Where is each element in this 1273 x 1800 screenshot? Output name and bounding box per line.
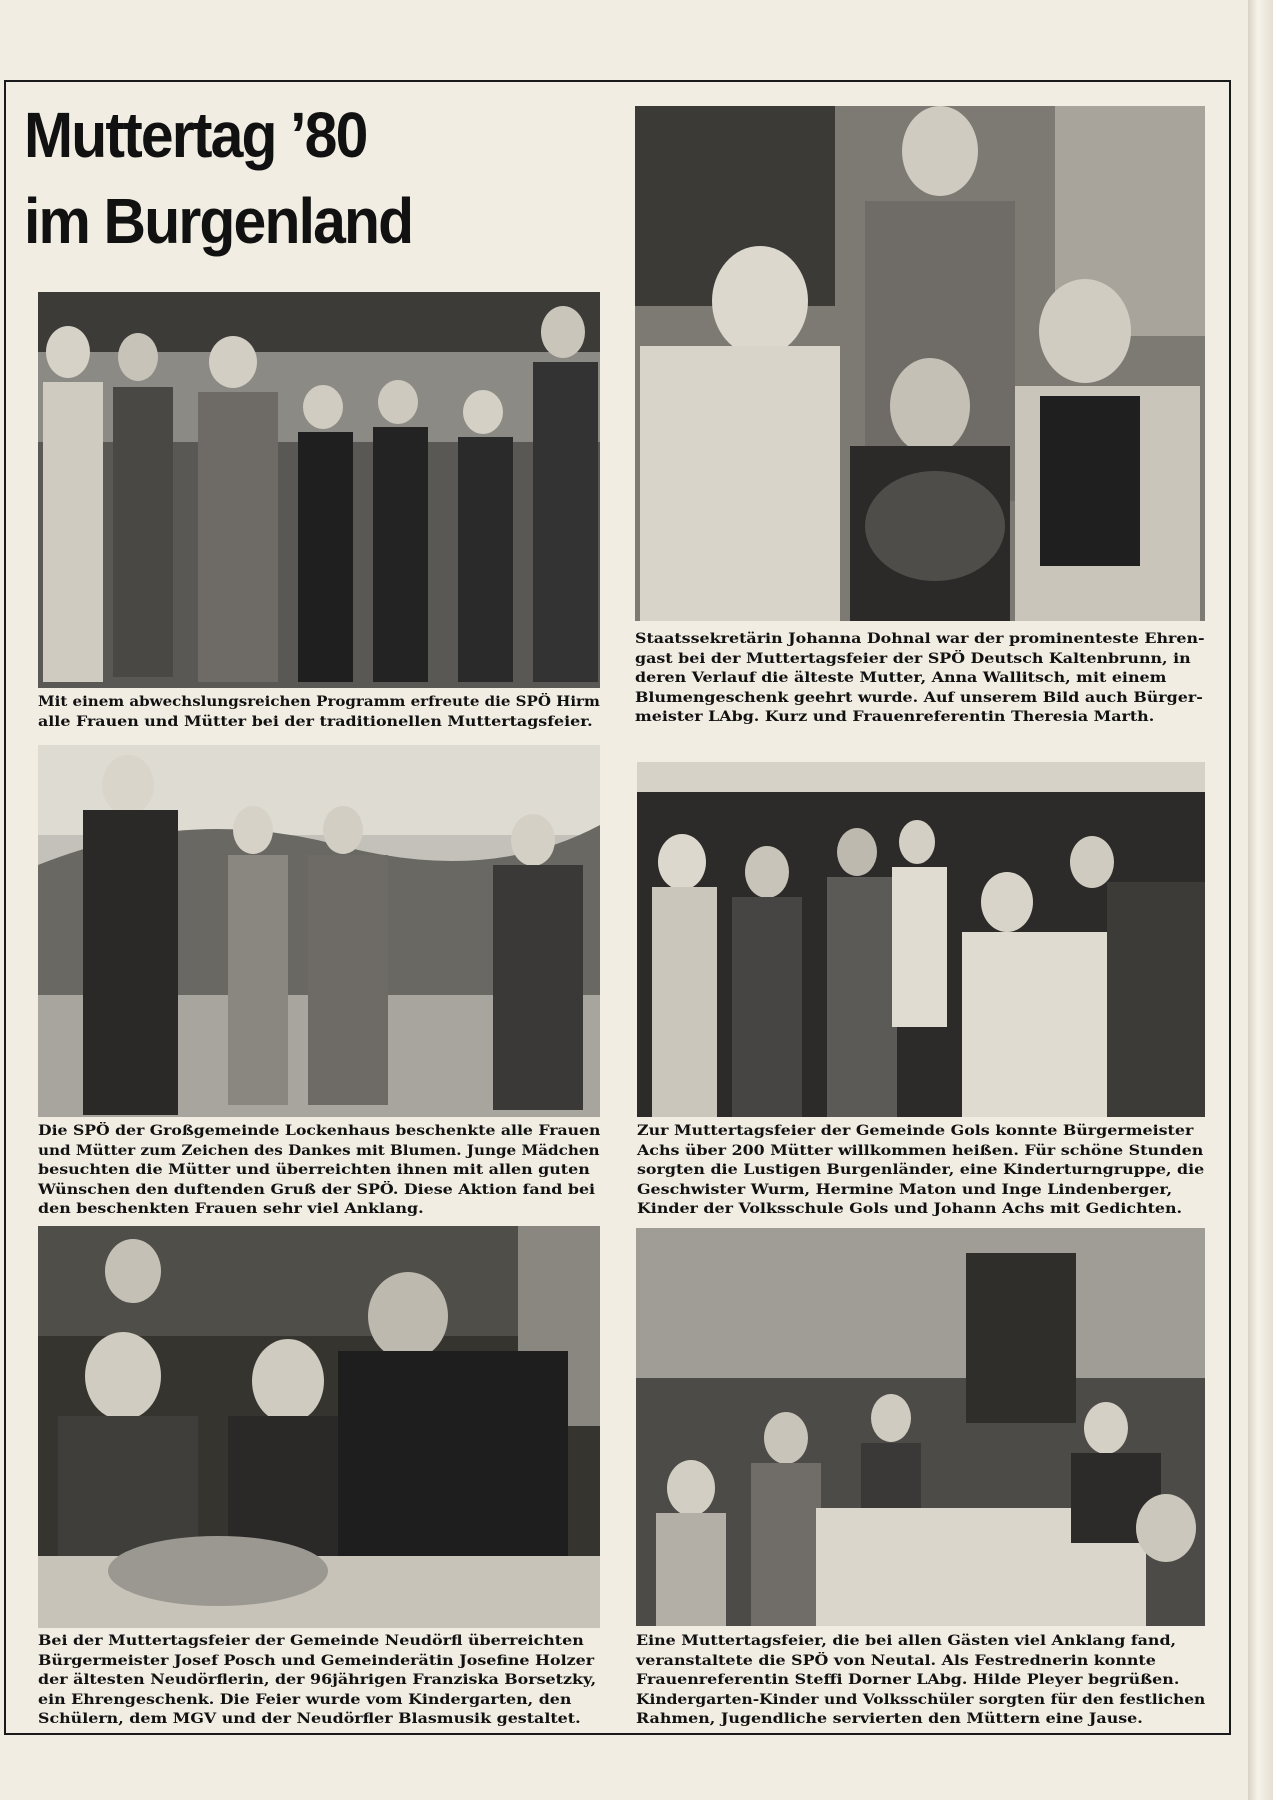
- headline-line-1: Muttertag ’80: [24, 99, 367, 171]
- caption-line: Zur Muttertagsfeier der Gemeinde Gols konnte Bürgermeister: [637, 1123, 1194, 1139]
- caption-line: veranstaltete die SPÖ von Neutal. Als Festrednerin konnte: [636, 1652, 1156, 1669]
- caption-line: gast bei der Muttertagsfeier der SPÖ Deutsch Kaltenbrunn, in: [635, 650, 1191, 667]
- caption-neudoerfl: [38, 1632, 600, 1730]
- caption-neutal: [636, 1632, 1205, 1730]
- caption-line: der ältesten Neudörflerin, der 96jährigen Franziska Borsetzky,: [38, 1672, 597, 1688]
- photo-kaltenbrunn: [635, 106, 1205, 621]
- caption-line: Eine Muttertagsfeier, die bei allen Gästen viel Anklang fand,: [636, 1633, 1177, 1649]
- caption-line: Schülern, dem MGV und der Neudörfler Blasmusik gestaltet.: [38, 1711, 581, 1727]
- headline: [24, 92, 558, 264]
- caption-line: Kinder der Volksschule Gols und Johann Achs mit Gedichten.: [637, 1201, 1183, 1217]
- photo-neutal: [636, 1228, 1205, 1626]
- photo-neudoerfl: [38, 1226, 600, 1628]
- caption-line: besuchten die Mütter und überreichten ihnen mit allen guten: [38, 1162, 590, 1178]
- caption-line: Bürgermeister Josef Posch und Gemeinderätin Josefine Holzer: [38, 1652, 595, 1669]
- caption-line: und Mütter zum Zeichen des Dankes mit Blumen. Junge Mädchen: [38, 1142, 600, 1159]
- caption-line: Frauenreferentin Steffi Dorner LAbg. Hilde Pleyer begrüßen.: [636, 1672, 1180, 1688]
- caption-line: Blumengeschenk geehrt wurde. Auf unserem Bild auch Bürger-: [635, 689, 1203, 706]
- page-edge: [1248, 0, 1273, 1800]
- photo-lockenhaus: [38, 745, 600, 1117]
- headline-line-2: im Burgenland: [24, 185, 413, 257]
- caption-line: den beschenkten Frauen sehr viel Anklang.: [38, 1201, 424, 1217]
- photo-gols: [637, 762, 1205, 1117]
- caption-gols: [637, 1122, 1205, 1220]
- caption-line: Rahmen, Jugendliche servierten den Müttern eine Jause.: [636, 1711, 1143, 1727]
- caption-line: Die SPÖ der Großgemeinde Lockenhaus beschenkte alle Frauen: [38, 1123, 601, 1139]
- caption-hirm: [38, 693, 600, 732]
- caption-line: Achs über 200 Mütter willkommen heißen. Für schöne Stunden: [637, 1142, 1204, 1159]
- caption-line: Geschwister Wurm, Hermine Maton und Inge Lindenberger,: [637, 1181, 1173, 1198]
- caption-kaltenbrunn: [635, 630, 1205, 728]
- caption-line: Wünschen den duftenden Gruß der SPÖ. Diese Aktion fand bei: [38, 1181, 596, 1198]
- caption-line: Kindergarten-Kinder und Volksschüler sorgten für den festlichen: [636, 1691, 1206, 1708]
- photo-hirm: [38, 292, 600, 688]
- caption-lockenhaus: [38, 1122, 600, 1220]
- caption-line: meister LAbg. Kurz und Frauenreferentin Theresia Marth.: [635, 709, 1155, 725]
- caption-line: alle Frauen und Mütter bei der traditionellen Muttertagsfeier.: [38, 713, 593, 730]
- caption-line: deren Verlauf die älteste Mutter, Anna Wallitsch, mit einem: [635, 670, 1167, 686]
- caption-line: sorgten die Lustigen Burgenländer, eine Kinderturngruppe, die: [637, 1162, 1205, 1178]
- caption-line: Mit einem abwechslungsreichen Programm erfreute die SPÖ Hirm: [38, 694, 600, 710]
- caption-line: Staatssekretärin Johanna Dohnal war der prominenteste Ehren-: [635, 631, 1205, 647]
- caption-line: ein Ehrengeschenk. Die Feier wurde vom Kindergarten, den: [38, 1691, 572, 1708]
- caption-line: Bei der Muttertagsfeier der Gemeinde Neudörfl überreichten: [38, 1633, 584, 1649]
